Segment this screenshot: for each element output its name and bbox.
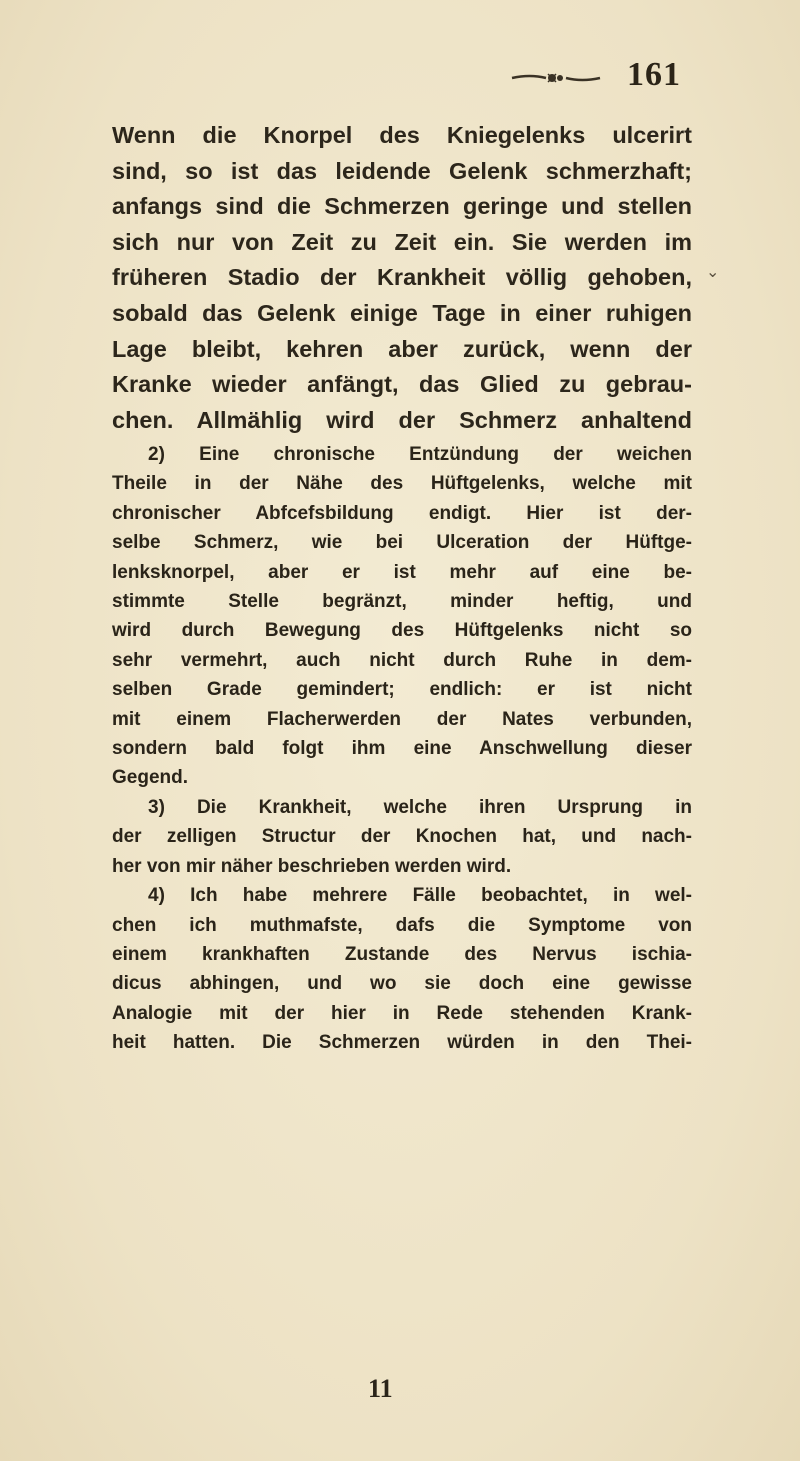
note-line: Gegend. <box>112 767 189 789</box>
note-line: lenksknorpel, aber er ist mehr auf eine be- <box>112 561 692 583</box>
footnotes <box>112 440 692 1058</box>
note-line: stimmte Stelle begränzt, minder heftig, und <box>112 591 692 613</box>
text-line: Lage bleibt, kehren aber zurück, wenn der <box>112 335 692 362</box>
margin-mark: ⌄ <box>706 264 720 281</box>
text-line: chen. Allmählig wird der Schmerz anhaltend <box>112 406 692 433</box>
page-header <box>0 56 800 112</box>
note-line: mit einem Flacherwerden der Nates verbunden, <box>112 708 692 730</box>
main-text <box>112 118 692 438</box>
note-line: her von mir näher beschrieben werden wird. <box>112 855 512 877</box>
note-line: chen ich muthmafste, dafs die Symptome von <box>112 914 692 936</box>
text-line: sind, so ist das leidende Gelenk schmerzhaft; <box>112 157 692 184</box>
note-line: Analogie mit der hier in Rede stehenden Krank- <box>112 1002 692 1024</box>
note-line: sehr vermehrt, auch nicht durch Ruhe in dem- <box>112 649 692 671</box>
note-line: chronischer Abfcefsbildung endigt. Hier ist der- <box>112 502 692 524</box>
text-line: sich nur von Zeit zu Zeit ein. Sie werden im <box>112 228 692 255</box>
note-line: selbe Schmerz, wie bei Ulceration der Hüftge- <box>112 532 692 554</box>
note-line: 2) Eine chronische Entzündung der weichen <box>148 444 692 465</box>
text-line: sobald das Gelenk einige Tage in einer ruhigen <box>112 299 692 326</box>
text-line: anfangs sind die Schmerzen geringe und stellen <box>112 193 692 220</box>
page-number: 161 <box>627 56 681 93</box>
note-line: 3) Die Krankheit, welche ihren Ursprung in <box>148 796 692 818</box>
signature-mark: 11 <box>368 1374 393 1403</box>
note-line: dicus abhingen, und wo sie doch eine gewisse <box>112 973 692 995</box>
note-line: der zelligen Structur der Knochen hat, und nach- <box>112 826 692 848</box>
note-line: Theile in der Nähe des Hüftgelenks, welche mit <box>112 473 692 495</box>
text-line: früheren Stadio der Krankheit völlig gehoben, <box>112 264 692 291</box>
note-line: einem krankhaften Zustande des Nervus ischia- <box>112 943 692 965</box>
note-line: 4) Ich habe mehrere Fälle beobachtet, in wel- <box>148 885 692 907</box>
note-line: sondern bald folgt ihm eine Anschwellung dieser <box>112 738 692 760</box>
header-ornament <box>510 72 602 84</box>
note-line: wird durch Bewegung des Hüftgelenks nicht so <box>112 620 692 642</box>
note-line: selben Grade gemindert; endlich: er ist nicht <box>112 679 692 701</box>
text-line: Wenn die Knorpel des Kniegelenks ulcerirt <box>112 122 692 148</box>
note-line: heit hatten. Die Schmerzen würden in den Thei- <box>112 1032 692 1054</box>
text-line: Kranke wieder anfängt, das Glied zu gebrau- <box>112 371 692 398</box>
